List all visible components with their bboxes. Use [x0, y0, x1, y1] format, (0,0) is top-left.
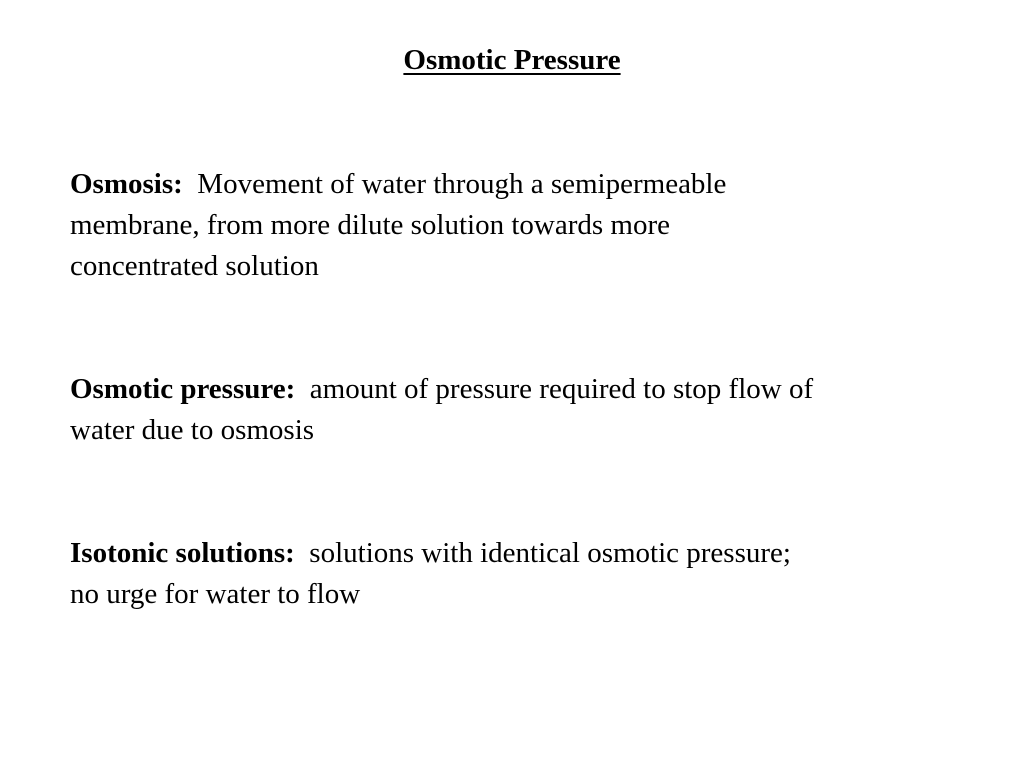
definition-isotonic-solutions: [70, 533, 970, 615]
definition-text: water due to osmosis: [70, 414, 315, 446]
definition-term: Osmotic pressure:: [70, 373, 296, 405]
slide-title: Osmotic Pressure: [403, 44, 621, 76]
definition-text: solutions with identical osmotic pressure;: [309, 537, 791, 569]
definition-line: [70, 369, 970, 410]
definition-text: no urge for water to flow: [70, 578, 361, 610]
definition-text: membrane, from more dilute solution towards more: [70, 209, 670, 241]
definition-osmosis: [70, 164, 970, 287]
definition-text: Movement of water through a semipermeable: [197, 168, 727, 200]
definition-term: Osmosis:: [70, 168, 183, 200]
definition-line: [70, 533, 970, 574]
definition-line: [70, 164, 970, 205]
definition-osmotic-pressure: [70, 369, 970, 451]
definition-text: amount of pressure required to stop flow of: [309, 373, 814, 405]
definition-text: concentrated solution: [70, 250, 319, 282]
definition-term: Isotonic solutions:: [70, 537, 295, 569]
